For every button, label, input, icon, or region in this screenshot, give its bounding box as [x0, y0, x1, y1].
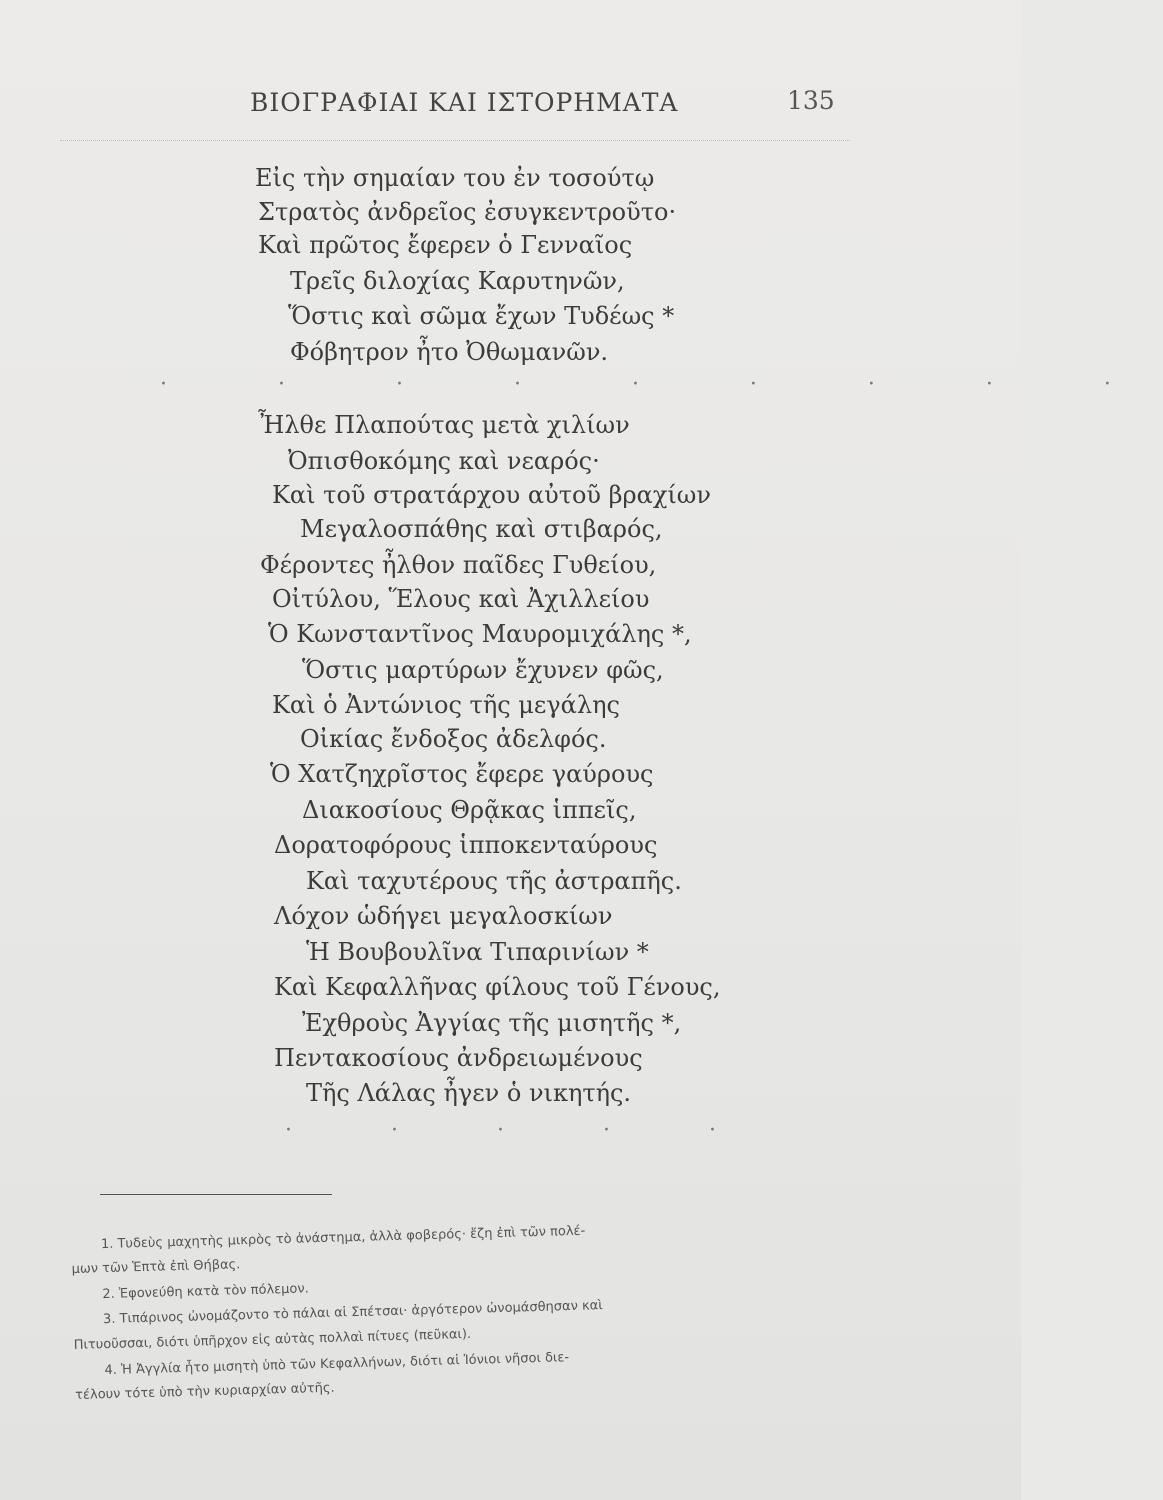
verse-line: Καὶ τοῦ στρατάρχου αὐτοῦ βραχίων: [272, 481, 711, 509]
verse-line: Μεγαλοσπάθης καὶ στιβαρός,: [300, 515, 663, 543]
footnote-3: 3. Τιπάρινος ὠνομάζοντο τὸ πάλαι αἱ Σπέτσαι· ἀργότερον ὠνομάσθησαν καὶ: [102, 1298, 603, 1328]
footnote-3-cont: Πιτυοῦσσαι, διότι ὑπῆρχον εἰς αὐτὰς πολλαὶ πίτυες (πεῦκαι).: [73, 1326, 472, 1353]
verse-line: Ἐχθροὺς Ἀγγίας τῆς μισητῆς *,: [302, 1009, 682, 1037]
verse-line: Λόχον ὡδήγει μεγαλοσκίων: [274, 902, 613, 930]
verse-line: Καὶ πρῶτος ἔφερεν ὁ Γενναῖος: [258, 231, 633, 259]
verse-line: Ὅστις καὶ σῶμα ἔχων Τυδέως *: [288, 302, 675, 330]
verse-line: Διακοσίους Θρᾷκας ἱππεῖς,: [302, 796, 637, 824]
verse-line: Τῆς Λάλας ἦγεν ὁ νικητής.: [306, 1079, 632, 1107]
page-number: 135: [787, 86, 835, 115]
verse-line: Στρατὸς ἀνδρεῖος ἐσυγκεντροῦτο·: [258, 198, 677, 226]
verse-line: Καὶ ὁ Ἀντώνιος τῆς μεγάλης: [272, 691, 620, 719]
section-separator: · · · · · · · · ·: [160, 372, 1163, 397]
footnote-4-cont: τέλουν τότε ὑπὸ τὴν κυριαρχίαν αὐτῆς.: [74, 1380, 335, 1403]
footnote-4: 4. Ἡ Ἀγγλία ἦτο μισητὴ ὑπὸ τῶν Κεφαλλήνων, διότι αἱ Ἰόνιοι νῆσοι διε-: [104, 1350, 570, 1379]
verse-line: Εἰς τὴν σημαίαν του ἐν τοσούτῳ: [255, 164, 655, 192]
verse-line: Φέροντες ἦλθον παῖδες Γυθείου,: [260, 551, 657, 579]
verse-line: Ὅστις μαρτύρων ἔχυνεν φῶς,: [302, 656, 664, 684]
verse-line: Τρεῖς διλοχίας Καρυτηνῶν,: [290, 267, 625, 295]
verse-line: Οἰκίας ἔνδοξος ἀδελφός.: [300, 725, 607, 753]
header-rule: [60, 140, 850, 141]
footnote-rule: [100, 1194, 332, 1195]
verse-line: Ὁ Κωνσταντῖνος Μαυρομιχάλης *,: [268, 620, 692, 648]
footnote-1: 1. Τυδεὺς μαχητὴς μικρὸς τὸ ἀνάστημα, ἀλλὰ φοβερός· ἔζη ἐπὶ τῶν πολέ-: [100, 1223, 586, 1253]
verse-line: Ὀπισθοκόμης καὶ νεαρός·: [288, 447, 600, 475]
verse-line: Καὶ ταχυτέρους τῆς ἀστραπῆς.: [306, 867, 682, 895]
verse-line: Καὶ Κεφαλλῆνας φίλους τοῦ Γένους,: [274, 973, 721, 1001]
footnote-2: 2. Ἐφονεύθη κατὰ τὸν πόλεμον.: [102, 1281, 310, 1303]
verse-line: Οἰτύλου, Ἕλους καὶ Ἀχιλλείου: [272, 585, 650, 613]
running-head: ΒΙΟΓΡΑΦΙΑΙ ΚΑΙ ΙΣΤΟΡΗΜΑΤΑ: [250, 88, 679, 117]
verse-line: Πεντακοσίους ἀνδρειωμένους: [274, 1044, 643, 1072]
verse-line: Ὁ Χατζηχρῖστος ἔφερε γαύρους: [270, 760, 654, 788]
footnotes: [70, 1188, 870, 1403]
footnote-1-cont: μων τῶν Ἑπτὰ ἐπὶ Θήβας.: [71, 1257, 241, 1277]
end-separator: · · · · ·: [285, 1118, 762, 1143]
verse-line: Δορατοφόρους ἱπποκενταύρους: [274, 831, 658, 859]
verse-line: Ἦλθε Πλαπούτας μετὰ χιλίων: [258, 411, 630, 439]
verse-line: Φόβητρον ἦτο Ὀθωμανῶν.: [290, 338, 609, 366]
verse-line: Ἡ Βουβουλῖνα Τιπαρινίων *: [306, 938, 649, 966]
